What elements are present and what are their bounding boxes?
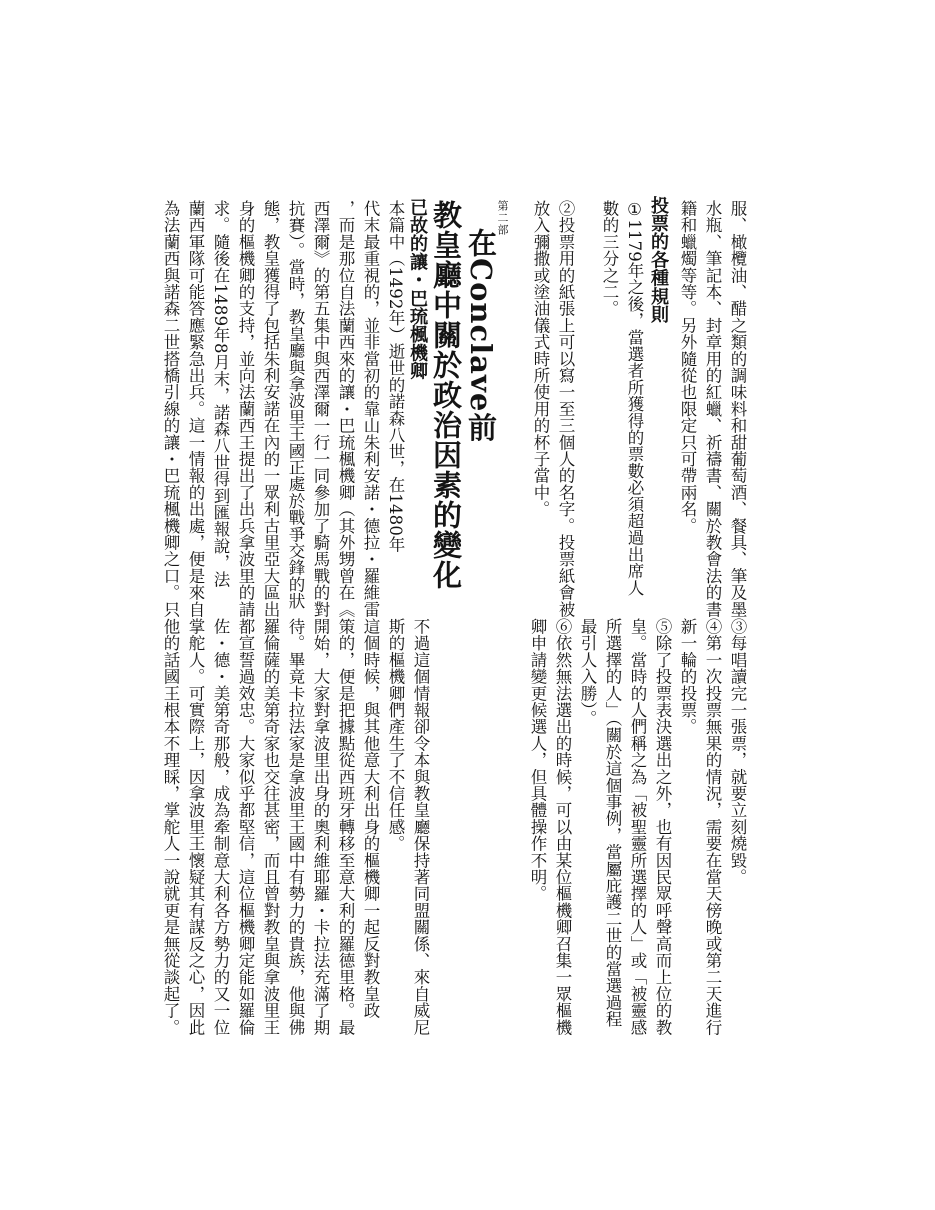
text-line: 策的，便是把據點從西班牙轉移至意大利的羅德里格。最 [336,618,355,1036]
subsection-heading: 已故的讓・巴琉楓機卿 [407,198,428,380]
text-line: 為法蘭西與諾森二世搭橋引線的讓・巴琉楓機卿之口。只 [161,200,180,618]
text-line: 最引人入勝）。 [578,618,597,727]
text-line: 態，教皇獲得了包括朱利安諾在內的一眾利古里亞大區出 [261,200,280,618]
text-line: 待。畢竟卡拉法家是拿波里王國中有勢力的貴族，他與佛 [286,618,305,1036]
text-line: ，而是那位自法蘭西來的讓・巴琉楓機卿（其外甥曾在《 [336,200,355,618]
text-line: 斯的樞機卿們產生了不信任感。 [386,618,405,852]
text-line: 求。隨後在1489年8月末，諾森八世得到匯報說，法 [211,200,230,588]
text-line: 抗賽）。當時，教皇廳與拿波里王國正處於戰爭交鋒的狀 [286,200,305,610]
section-label: 第二部 [496,200,509,236]
text-line: ⑤除了投票表決選出之外，也有因民眾呼聲高而上位的教 [653,618,672,1036]
text-line: 數的三分之二。 [600,200,619,317]
page-title: 在Conclave前 [464,228,498,443]
text-line: 不過這個情報卻令本與教皇廳保持著同盟關係、來自威尼 [411,618,430,1036]
text-line: 佐・德・美第奇那般，成為牽制意大利各方勢力的又一位 [211,618,230,1036]
text-line: 都宣誓過效忠。大家似乎都堅信，這位樞機卿定能如羅倫 [236,618,255,1036]
text-line: ①1179年之後，當選者所獲得的票數必須超過出席人 [625,200,644,596]
text-line: 代末最重視的，並非當初的靠山朱利安諾・德拉・羅維雷 [361,200,380,618]
text-line: 他的話國王根本不理睬，掌舵人一說就更是無從談起了。 [161,618,180,1036]
text-line: 卿申請變更候選人，但具體操作不明。 [528,618,547,902]
text-line: 蘭西軍隊可能答應緊急出兵。這一情報的出處，便是來自 [186,200,205,618]
text-line: 服、橄欖油、醋之類的調味料和甜葡萄酒、餐具、筆及墨 [728,200,747,618]
text-line: 掌舵人。可實際上，因拿波里王懷疑其有謀反之心，因此 [186,618,205,1036]
section-heading: 投票的各種規則 [648,196,669,324]
text-line: 西澤爾》的第五集中與西澤爾一行一同參加了騎馬戰的對 [311,200,330,618]
text-line: 本篇中（1492年）逝世的諾森八世，在1480年 [386,200,405,553]
text-line: 開始，大家對拿波里出身的奧利維耶羅・卡拉法充滿了期 [311,618,330,1036]
text-line: 所選擇的人」（關於這個事例，當屬庇護二世的當選過程 [603,618,622,1028]
page-title-line2: 教皇廳中關於政治因素的變化 [429,200,463,590]
text-line: 水瓶、筆記本、封章用的紅蠟、祈禱書、關於教會法的書 [703,200,722,618]
text-line: 皇。當時的人們稱之為「被聖靈所選擇的人」或「被靈感 [628,618,647,1036]
text-line: 放入彌撒或塗油儀式時所使用的杯子當中。 [531,200,550,518]
text-line: 新一輪的投票。 [678,618,697,735]
text-line: 籍和蠟燭等等。另外隨從也限定只可帶兩名。 [678,200,697,534]
text-line: 身的樞機卿的支持，並向法蘭西王提出了出兵拿波里的請 [236,200,255,618]
text-line: 羅倫薩的美第奇家也交往甚密，而且曾對教皇與拿波里王 [261,618,280,1036]
text-line: ②投票用的紙張上可以寫一至三個人的名字。投票紙會被 [556,200,575,618]
text-line: ③每唱讀完一張票，就要立刻燒毀。 [728,618,747,886]
text-line: ⑥依然無法選出的時候，可以由某位樞機卿召集一眾樞機 [553,618,572,1036]
text-line: 這個時候，與其他意大利出身的樞機卿一起反對教皇政 [361,618,380,1019]
text-line: ④第一次投票無果的情況，需要在當天傍晚或第二天進行 [703,618,722,1036]
